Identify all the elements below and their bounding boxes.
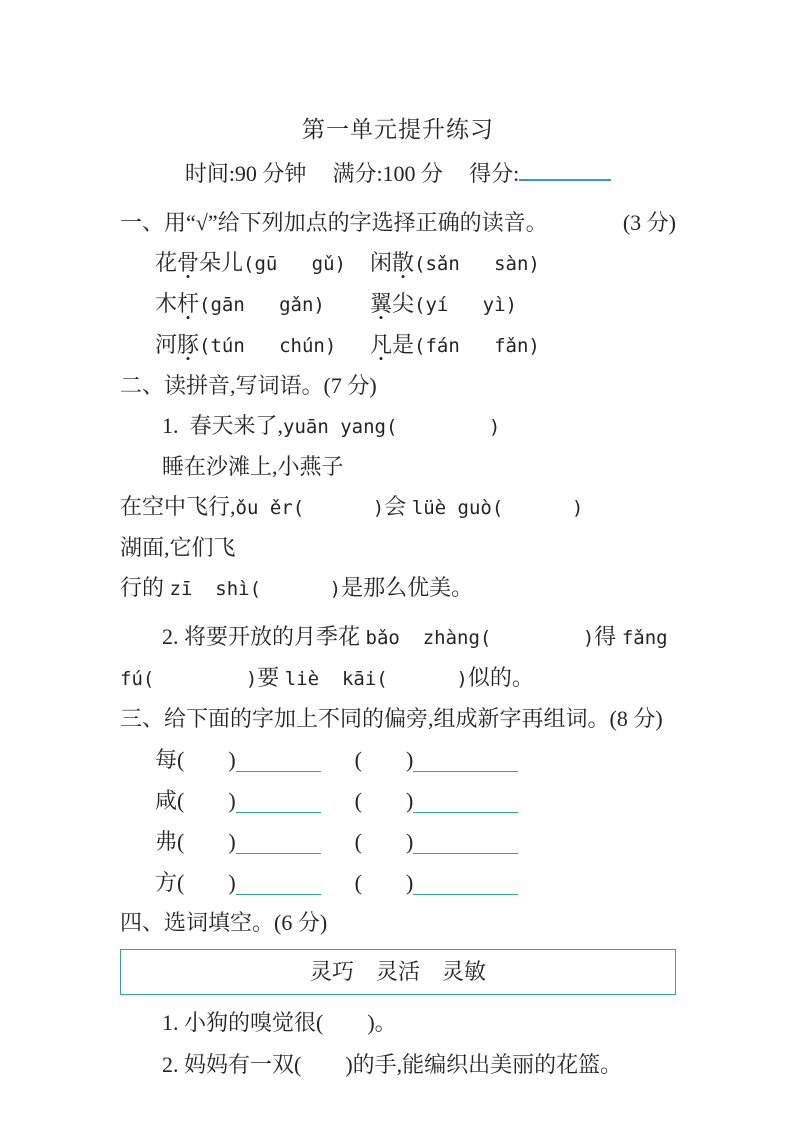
score-label: 得分:	[469, 161, 520, 186]
pinyin-options: (gān gǎn)	[199, 294, 325, 316]
paren-blank: ( )	[354, 870, 414, 895]
word-suffix: 朵儿	[199, 250, 244, 275]
page-title: 第一单元提升练习	[302, 117, 494, 142]
emphasis-dotted-char: 杆	[177, 291, 200, 316]
pinyin-options: (tún chún)	[199, 335, 337, 357]
sentence-text: 1. 春天来了,	[162, 413, 284, 438]
section4-heading: 四、选词填空。(6 分)	[120, 910, 328, 935]
section3-heading: 三、给下面的字加上不同的偏旁,组成新字再组词。(8 分)	[120, 706, 663, 731]
word-prefix: 河	[155, 332, 178, 357]
fill-blank-item: 2. 妈妈有一双( )的手,能编织出美丽的花篮。	[162, 1052, 623, 1077]
base-char-with-paren: 咸( )	[155, 788, 236, 813]
answer-blank-line	[413, 884, 518, 895]
dictation-line	[120, 617, 676, 658]
exam-meta-row	[120, 160, 676, 188]
pinyin-choice-row	[120, 325, 676, 366]
section1-heading-row	[120, 203, 676, 243]
sentence-text: 是那么优美。	[341, 575, 474, 600]
sentence-text: 行的	[120, 575, 170, 600]
word-suffix: 是	[392, 332, 415, 357]
word-suffix: 尖	[392, 291, 415, 316]
paren-blank: ( )	[354, 788, 414, 813]
pinyin-choice-row	[120, 243, 676, 284]
section1-points: (3 分)	[622, 210, 676, 235]
pinyin-blank: lüè guò( )	[411, 497, 584, 519]
sentence-text: 得	[594, 624, 622, 649]
sentence-text: 湖面,它们飞	[120, 535, 236, 560]
pinyin-blank: bǎo zhàng( )	[365, 627, 595, 649]
pinyin-choice-row	[120, 284, 676, 325]
emphasis-dotted-char: 骨	[177, 250, 200, 275]
exam-time: 时间:90 分钟	[184, 161, 307, 186]
base-char-with-paren: 弗( )	[155, 829, 236, 854]
dictation-line	[120, 568, 676, 609]
base-char-with-paren: 方( )	[155, 870, 236, 895]
sentence-text: 会	[384, 494, 412, 519]
dictation-line	[120, 487, 676, 568]
answer-blank-line	[413, 802, 518, 813]
dictation-line	[120, 406, 676, 487]
pinyin-blank: fú( )	[120, 668, 258, 690]
answer-blank-line	[236, 843, 321, 854]
fill-blank-item: 1. 小狗的嗅觉很( )。	[162, 1010, 397, 1035]
sentence-text: 在空中飞行,	[120, 494, 236, 519]
pinyin-choice-item	[370, 325, 540, 366]
answer-blank-line	[236, 884, 321, 895]
word-bank-box: 灵巧 灵活 灵敏	[120, 949, 676, 995]
radical-row	[120, 739, 676, 780]
emphasis-dotted-char: 凡	[370, 332, 393, 357]
exam-full-score: 满分:100 分	[332, 161, 444, 186]
pinyin-blank: yuān yang( )	[283, 416, 501, 438]
section1-heading: 一、用“√”给下列加点的字选择正确的读音。	[120, 210, 548, 235]
pinyin-choice-item	[370, 243, 540, 284]
emphasis-dotted-char: 翼	[370, 291, 393, 316]
word-prefix: 木	[155, 291, 178, 316]
radical-row	[120, 862, 676, 903]
radical-row	[120, 821, 676, 862]
pinyin-options: (fán fǎn)	[414, 335, 540, 357]
score-blank-line	[519, 165, 611, 181]
pinyin-choice-item	[155, 325, 370, 366]
radical-row	[120, 780, 676, 821]
answer-blank-line	[413, 761, 518, 772]
pinyin-options: (gū gǔ)	[243, 253, 346, 275]
dictation-line	[120, 658, 676, 699]
section2-heading: 二、读拼音,写词语。(7 分)	[120, 373, 377, 398]
answer-blank-line	[236, 802, 321, 813]
pinyin-options: (sǎn sàn)	[414, 253, 540, 275]
base-char-with-paren: 每( )	[155, 747, 236, 772]
answer-blank-line	[413, 843, 518, 854]
pinyin-options: (yí yì)	[414, 294, 517, 316]
pinyin-choice-item	[370, 284, 517, 325]
answer-blank-line	[236, 761, 321, 772]
pinyin-blank: zī shì( )	[169, 578, 342, 600]
sentence-text: 似的。	[467, 665, 534, 690]
pinyin-blank: ǒu ěr( )	[235, 497, 385, 519]
sentence-text: 2. 将要开放的月季花	[162, 624, 366, 649]
pinyin-choice-item	[155, 243, 370, 284]
sentence-text: 睡在沙滩上,小燕子	[162, 454, 344, 479]
paren-blank: ( )	[354, 747, 414, 772]
pinyin-blank: fǎng	[621, 627, 668, 649]
word-prefix: 闲	[370, 250, 393, 275]
paren-blank: ( )	[354, 829, 414, 854]
pinyin-blank: liè kāi( )	[284, 668, 468, 690]
word-prefix: 花	[155, 250, 178, 275]
worksheet-content	[120, 116, 676, 1085]
emphasis-dotted-char: 豚	[177, 332, 200, 357]
pinyin-choice-item	[155, 284, 370, 325]
sentence-text: 要	[257, 665, 285, 690]
emphasis-dotted-char: 散	[392, 250, 415, 275]
